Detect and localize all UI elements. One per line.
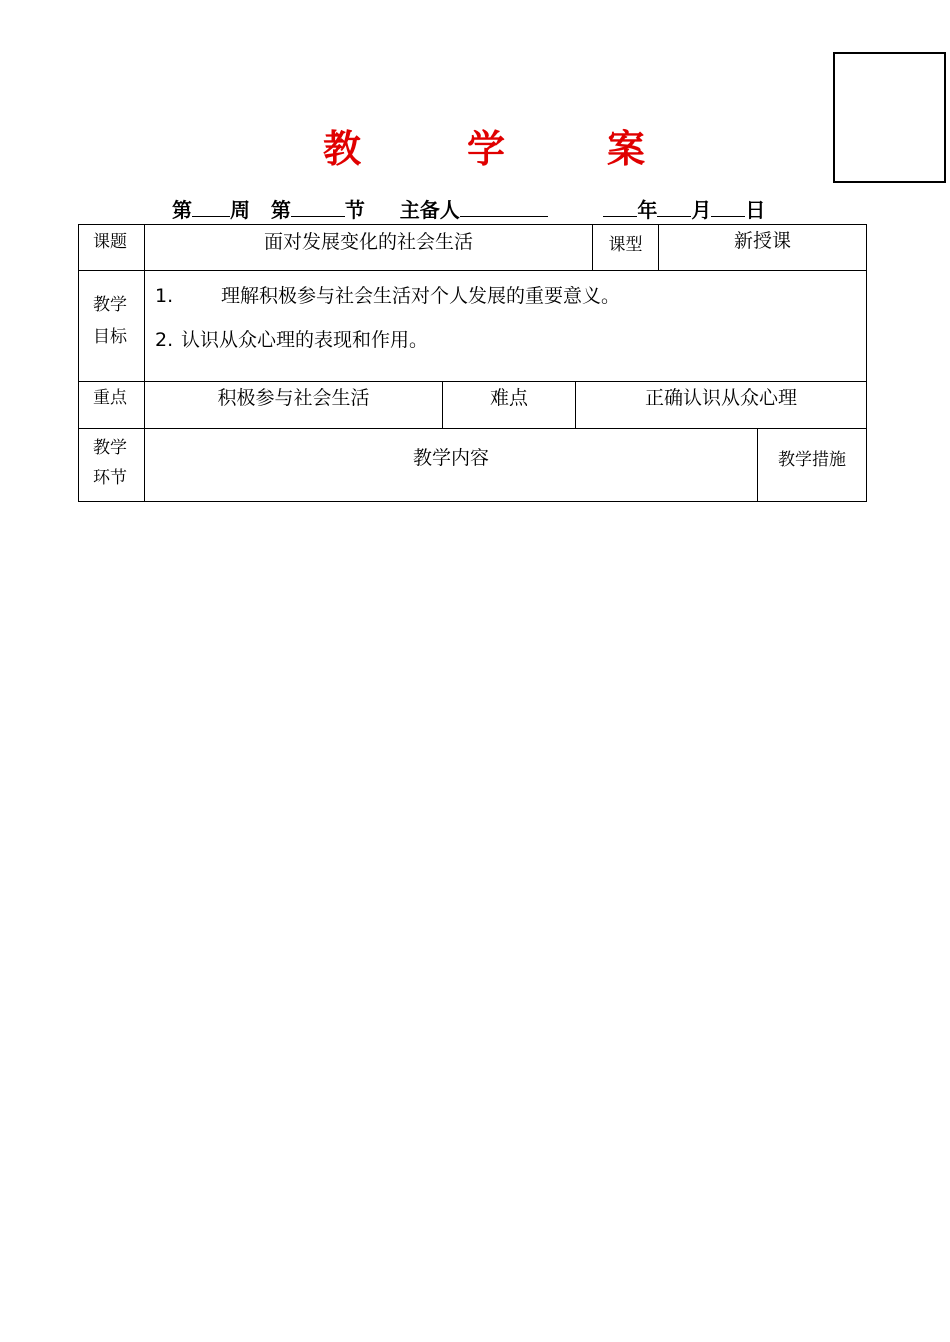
- stage-label-cell: [78, 428, 145, 502]
- week-prefix: 第: [172, 198, 192, 222]
- photo-box: [833, 52, 946, 183]
- type-value-cell[interactable]: [658, 224, 867, 271]
- objectives-label-line-1: 教学: [93, 295, 127, 315]
- title-char-3: 案: [607, 126, 646, 171]
- topic-label-cell: [78, 224, 145, 271]
- topic-value: 面对发展变化的社会生活: [263, 231, 473, 253]
- month-blank[interactable]: [657, 196, 691, 217]
- day-blank[interactable]: [711, 196, 745, 217]
- objective-num-1: 1.: [155, 285, 174, 307]
- key-point-label: 重点: [93, 388, 127, 408]
- title-char-2: 学: [467, 126, 506, 171]
- objective-text-1: 理解积极参与社会生活对个人发展的重要意义。: [221, 285, 621, 307]
- measures-header-cell[interactable]: [757, 428, 867, 502]
- key-point-value-cell[interactable]: [144, 381, 443, 429]
- objectives-cell[interactable]: [144, 270, 867, 382]
- content-label: 教学内容: [412, 447, 489, 469]
- lesson-prefix: 第: [270, 198, 291, 222]
- lesson-plan-table: [78, 224, 867, 502]
- content-header-cell[interactable]: [144, 428, 758, 502]
- topic-value-cell[interactable]: [144, 224, 593, 271]
- objectives-label-cell: [78, 270, 145, 382]
- stage-label-line-2: 环节: [93, 468, 127, 488]
- difficulty-value-cell[interactable]: [575, 381, 867, 429]
- preparer-label: 主备人: [399, 198, 460, 222]
- year-label: 年: [637, 198, 658, 222]
- title-char-1: 教: [323, 126, 362, 171]
- topic-label: 课题: [93, 232, 127, 252]
- lesson-meta-line: [172, 196, 765, 223]
- objectives-label-line-2: 目标: [93, 327, 127, 347]
- key-point-value: 积极参与社会生活: [217, 387, 370, 409]
- lesson-blank[interactable]: [291, 196, 345, 217]
- objective-item-1: [155, 283, 866, 327]
- year-blank[interactable]: [603, 196, 637, 217]
- objective-text-2: 认识从众心理的表现和作用。: [181, 329, 429, 351]
- objective-item-2: [155, 327, 866, 353]
- difficulty-label-cell: [442, 381, 576, 429]
- stage-label-line-1: 教学: [93, 438, 127, 458]
- week-blank[interactable]: [192, 196, 230, 217]
- day-label: 日: [745, 198, 766, 222]
- key-point-label-cell: [78, 381, 145, 429]
- measures-label: 教学措施: [778, 450, 846, 470]
- type-label: 课型: [608, 235, 643, 255]
- lesson-suffix: 节: [344, 198, 365, 222]
- type-value: 新授课: [733, 230, 791, 252]
- month-label: 月: [691, 198, 712, 222]
- difficulty-value: 正确认识从众心理: [644, 387, 797, 409]
- objective-num-2: 2.: [155, 329, 174, 351]
- week-suffix: 周: [230, 198, 250, 222]
- preparer-blank[interactable]: [460, 196, 548, 217]
- difficulty-label: 难点: [489, 387, 528, 409]
- type-label-cell: [592, 224, 659, 271]
